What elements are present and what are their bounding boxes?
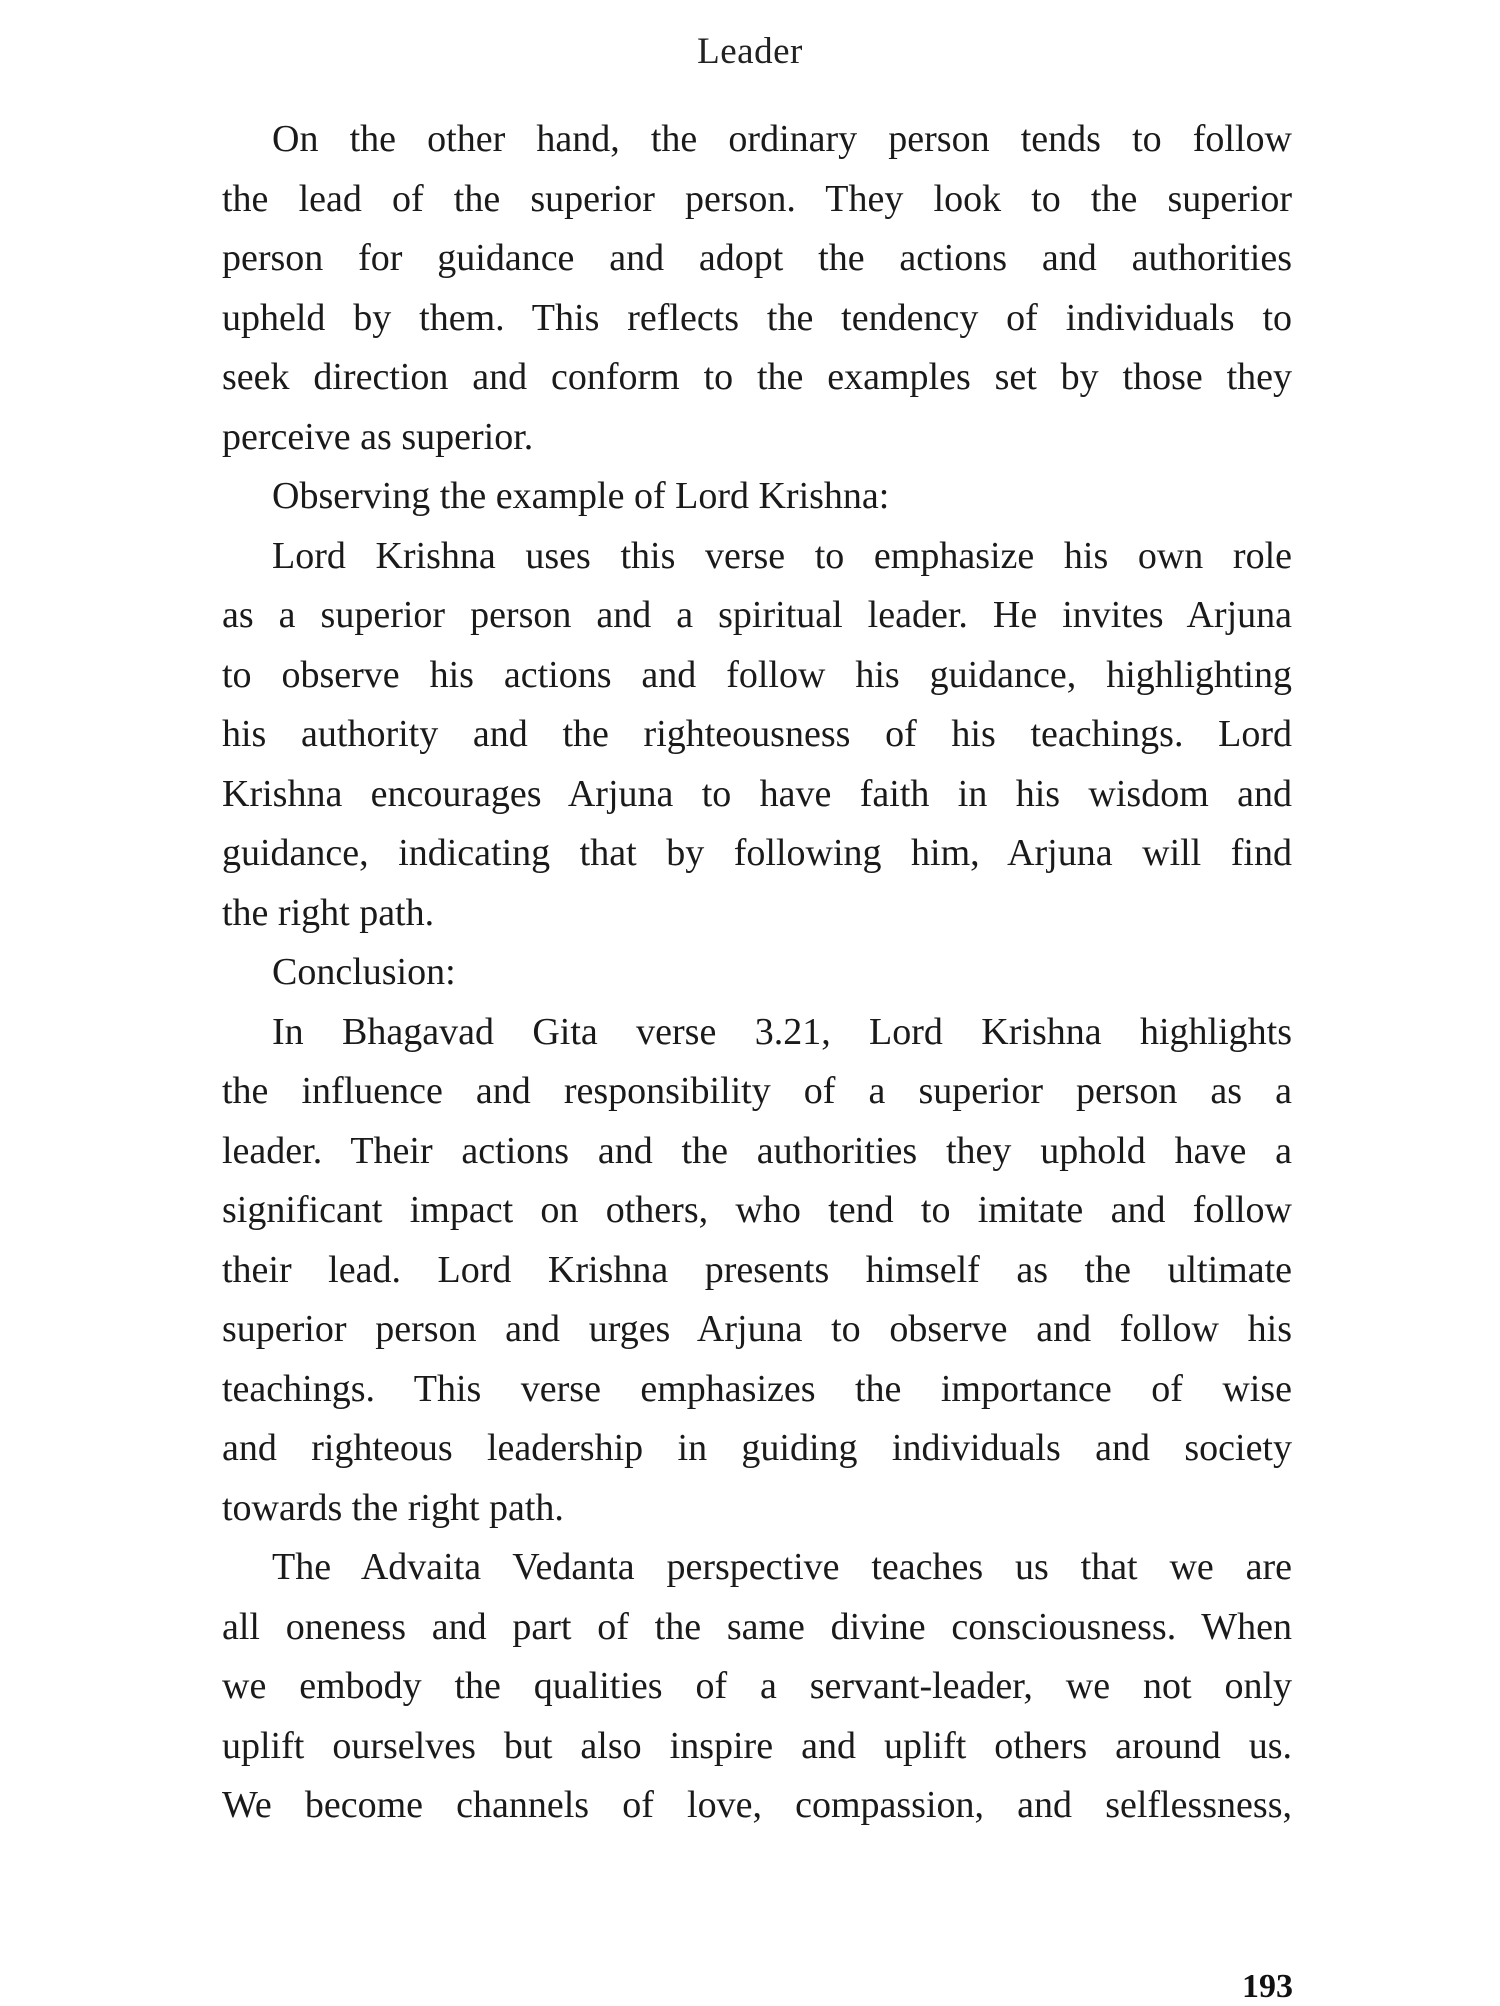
text-line: all oneness and part of the same divine consciousness. When [222, 1605, 1292, 1648]
text-line: their lead. Lord Krishna presents himself as the ultimate [222, 1248, 1292, 1291]
text-line: On the other hand, the ordinary person tends to follow [272, 118, 1292, 160]
text-line: leader. Their actions and the authorities they uphold have a [222, 1129, 1292, 1172]
text-line: upheld by them. This reflects the tendency of individuals to [222, 296, 1292, 339]
text-line: as a superior person and a spiritual leader. He invites Arjuna [222, 594, 1292, 636]
text-line: significant impact on others, who tend to imitate and follow [222, 1189, 1292, 1231]
text-line: Lord Krishna uses this verse to emphasize his own role [272, 534, 1292, 577]
text-line: and righteous leadership in guiding individuals and society [222, 1427, 1292, 1469]
text-line: The Advaita Vedanta perspective teaches us that we are [272, 1546, 1292, 1588]
text-line: seek direction and conform to the examples set by those they [222, 356, 1292, 398]
text-line: teachings. This verse emphasizes the importance of wise [222, 1367, 1292, 1410]
text-line: to observe his actions and follow his guidance, highlighting [222, 653, 1292, 696]
text-line: we embody the qualities of a servant-leader, we not only [222, 1665, 1292, 1707]
text-line: his authority and the righteousness of his teachings. Lord [222, 713, 1292, 755]
text-line: the lead of the superior person. They look to the superior [222, 177, 1292, 220]
text-line: uplift ourselves but also inspire and uplift others around us. [222, 1724, 1292, 1767]
text-line: guidance, indicating that by following him, Arjuna will find [222, 832, 1292, 874]
text-line: Krishna encourages Arjuna to have faith in his wisdom and [222, 772, 1292, 815]
text-line: In Bhagavad Gita verse 3.21, Lord Krishna highlights [272, 1010, 1292, 1053]
text-line: person for guidance and adopt the actions and authorities [222, 237, 1292, 279]
text-line: We become channels of love, compassion, and selflessness, [222, 1784, 1292, 1826]
page-number: 193 [1242, 1968, 1293, 2005]
text-line: towards the right path. [222, 1486, 564, 1529]
text-line: the influence and responsibility of a superior person as a [222, 1070, 1292, 1112]
text-line: perceive as superior. [222, 415, 534, 458]
text-line: superior person and urges Arjuna to observe and follow his [222, 1308, 1292, 1350]
text-line: the right path. [222, 891, 435, 934]
section-label: Observing the example of Lord Krishna: [272, 475, 890, 517]
section-label: Conclusion: [272, 951, 456, 993]
running-head: Leader [697, 31, 803, 72]
body-text [222, 110, 1292, 1836]
